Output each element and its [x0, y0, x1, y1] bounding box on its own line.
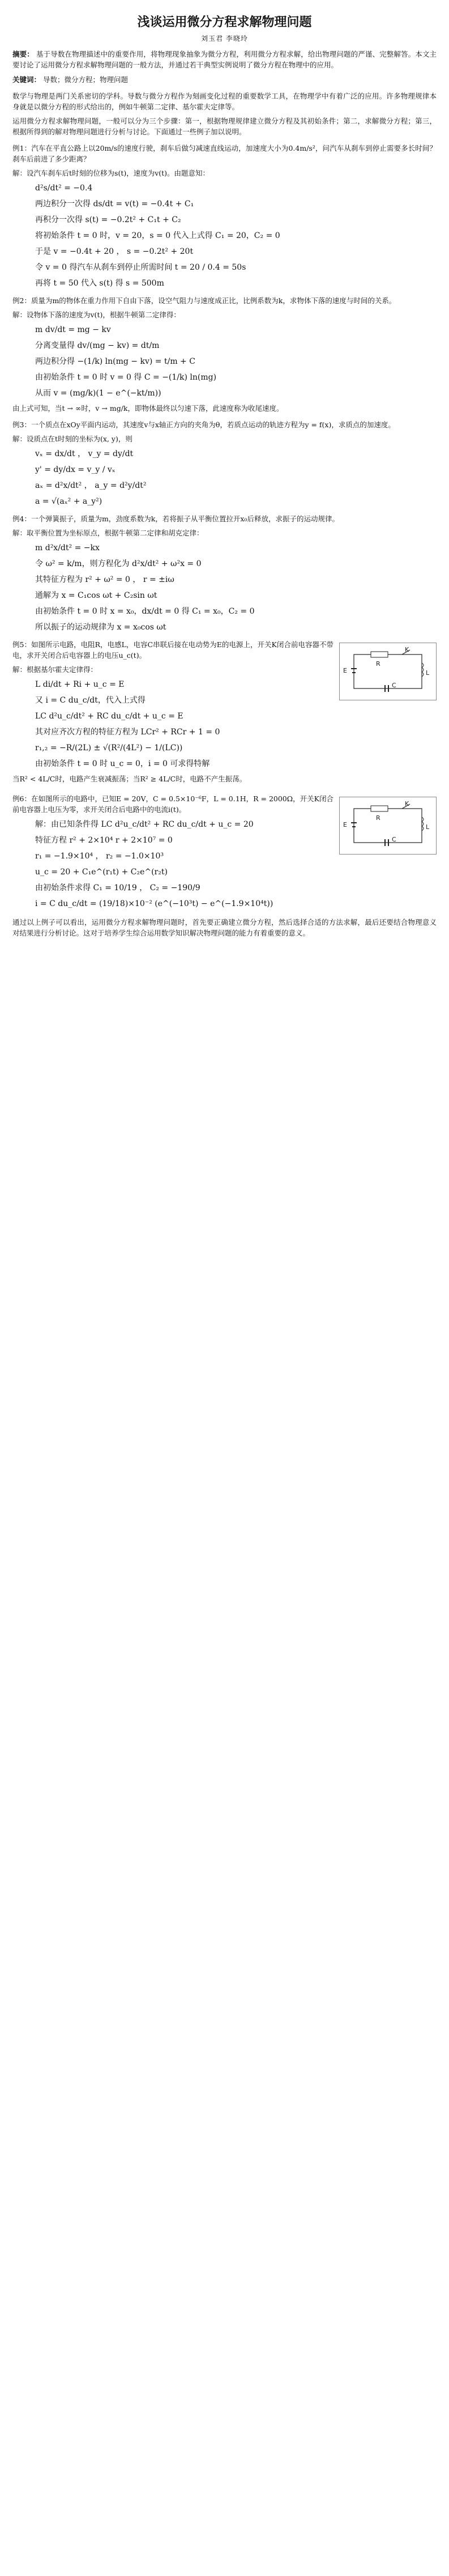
equation: 通解为 x = C₁cos ωt + C₂sin ωt: [35, 591, 157, 600]
equation: y' = dy/dx = v_y / vₓ: [35, 465, 116, 474]
equation: aₓ = d²x/dt² ， a_y = d²y/dt²: [35, 481, 147, 490]
circuit-loop-wire: [354, 809, 422, 843]
circuit-label-e: E: [343, 667, 347, 674]
resistor-symbol: [371, 652, 388, 657]
paragraph: 解：设汽车刹车后t时刻的位移为s(t)，速度为v(t)。由题意知：: [12, 169, 210, 177]
circuit-label-c: C: [392, 682, 396, 689]
paragraph: 例6：在如图所示的电路中，已知E = 20V，C = 0.5×10⁻⁶F，L = 0.1H，R = 2000Ω，开关K闭合前电容器上电压为零，求开关闭合后电路中的电流i(t)。: [12, 794, 333, 814]
equation: 由初始条件 t = 0 时 x = x₀，dx/dt = 0 得 C₁ = x₀，C₂ = 0: [35, 607, 255, 616]
conclusion: 通过以上例子可以看出，运用微分方程求解物理问题时，首先要正确建立微分方程，然后选择合适的方法求解，最后还要结合物理意义对结果进行分析讨论。这对于培养学生综合运用数学知识解决物理问题的能力有着重要的意义。: [12, 918, 437, 937]
circuit-svg: [340, 643, 436, 700]
circuit-label-l: L: [426, 823, 430, 831]
equation: m dv/dt = mg − kv: [35, 325, 111, 334]
equation: 两边积分一次得 ds/dt = v(t) = −0.4t + C₁: [35, 199, 194, 209]
equation: 特征方程 r² + 2×10⁴ r + 2×10⁷ = 0: [35, 836, 173, 845]
circuit-label-c: C: [392, 836, 396, 843]
paragraph-conclusion: 当R² < 4L/C时，电路产生衰减振荡；当R² ≥ 4L/C时，电路不产生振荡。: [12, 775, 247, 783]
section-intro: [12, 91, 437, 137]
keywords-label: 关键词：: [12, 75, 41, 84]
circuit-diagram: [339, 797, 437, 855]
circuit-label-e: E: [343, 821, 347, 828]
sections-container: [12, 91, 437, 913]
circuit-label-k: K: [405, 646, 409, 653]
keywords-text: 导数；微分方程；物理问题: [43, 75, 129, 84]
paragraph: 解：设物体下落的速度为v(t)，根据牛顿第二定律得：: [12, 311, 181, 319]
equation: 解：由已知条件得 LC d²u_c/dt² + RC du_c/dt + u_c = 20: [35, 820, 254, 829]
equation: r₁,₂ = −R/(2L) ± √(R²/(4L²) − 1/(LC)): [35, 743, 183, 753]
equation: 分离变量得 dv/(mg − kv) = dt/m: [35, 341, 160, 350]
paragraph: 例2：质量为m的物体在重力作用下自由下落，设空气阻力与速度成正比，比例系数为k，求物体下落的速度与时间的关系。: [12, 296, 396, 305]
equation: 令 ω² = k/m，则方程化为 d²x/dt² + ω²x = 0: [35, 559, 202, 568]
equation: m d²x/dt² = −kx: [35, 543, 100, 552]
section-ex6: [12, 793, 437, 913]
abstract: [12, 49, 437, 70]
equation: 于是 v = −0.4t + 20 ， s = −0.2t² + 20t: [35, 247, 194, 256]
paragraph: 例3：一个质点在xOy平面内运动，其速度v与x轴正方向的夹角为θ，若质点运动的轨迹方程为y = f(x)，求质点的加速度。: [12, 420, 395, 429]
equation: i = C du_c/dt = (19/18)×10⁻² (e^(−10³t) − e^(−1.9×10⁴t)): [35, 899, 273, 908]
equation: 所以振子的运动规律为 x = x₀cos ωt: [35, 623, 166, 632]
section-ex4: [12, 513, 437, 634]
equation: vₓ = dx/dt ， v_y = dy/dt: [35, 449, 134, 458]
equation: 再将 t = 50 代入 s(t) 得 s = 500m: [35, 279, 164, 288]
equation: 由初始条件 t = 0 时 v = 0 得 C = −(1/k) ln(mg): [35, 373, 217, 382]
circuit-label-r: R: [376, 660, 380, 668]
equation: 从而 v = (mg/k)(1 − e^(−kt/m)): [35, 389, 161, 398]
circuit-svg: [340, 797, 436, 854]
circuit-diagram: [339, 643, 437, 700]
paragraph: 数学与物理是两门关系密切的学科。导数与微分方程作为刻画变化过程的重要数学工具，在物理学中有着广泛的应用。许多物理规律本身就是以微分方程的形式给出的，例如牛顿第二定律、基尔霍夫定律等。: [12, 92, 437, 111]
equation: d²s/dt² = −0.4: [35, 184, 93, 193]
equation: LC d²u_c/dt² + RC du_c/dt + u_c = E: [35, 712, 183, 721]
paper-title: 浅谈运用微分方程求解物理问题: [137, 15, 312, 29]
equation: u_c = 20 + C₁e^(r₁t) + C₂e^(r₂t): [35, 868, 168, 877]
equation: L di/dt + Ri + u_c = E: [35, 680, 125, 689]
equation: 再积分一次得 s(t) = −0.2t² + C₁t + C₂: [35, 215, 181, 224]
resistor-symbol: [371, 806, 388, 811]
section-ex1: [12, 143, 437, 290]
paragraph: 例1：汽车在平直公路上以20m/s的速度行驶，刹车后做匀减速直线运动，加速度大小为0.4m/s²，问汽车从刹车到停止需要多长时间？刹车后前进了多少距离？: [12, 144, 437, 163]
equation: a = √(aₓ² + a_y²): [35, 497, 102, 506]
paragraph: 解：设质点在t时刻的坐标为(x, y)，则: [12, 435, 132, 443]
circuit-label-l: L: [426, 669, 430, 677]
paragraph: 例5：如图所示电路，电阻R，电感L，电容C串联后接在电动势为E的电源上，开关K闭合前电容器不带电，求开关闭合后电容器上的电压u_c(t)。: [12, 640, 333, 660]
equation: 由初始条件求得 C₁ = 10/19 ， C₂ = −190/9: [35, 883, 200, 892]
paragraph-conclusion: 由上式可知，当t → ∞时，v → mg/k，即物体最终以匀速下落，此速度称为收尾速度。: [12, 404, 284, 413]
paragraph: 解：根据基尔霍夫定律得：: [12, 665, 98, 674]
section-ex5: [12, 639, 437, 788]
equation: 其对应齐次方程的特征方程为 LCr² + RCr + 1 = 0: [35, 728, 220, 737]
paragraph: 运用微分方程求解物理问题，一般可以分为三个步骤：第一，根据物理规律建立微分方程及其初始条件；第二，求解微分方程；第三，根据所得到的解对物理问题进行分析与讨论。下面通过一些例子加以说明。: [12, 117, 437, 136]
equation: 又 i = C du_c/dt，代入上式得: [35, 696, 146, 705]
equation: 令 v = 0 得汽车从刹车到停止所需时间 t = 20 / 0.4 = 50s: [35, 263, 246, 272]
keywords: [12, 75, 437, 85]
circuit-label-k: K: [405, 800, 409, 807]
equation: 将初始条件 t = 0 时，v = 20，s = 0 代入上式得 C₁ = 20，C₂ = 0: [35, 231, 280, 240]
section-ex3: [12, 419, 437, 508]
equation: r₁ = −1.9×10⁴ ， r₂ = −1.0×10³: [35, 852, 164, 861]
paragraph: 解：取平衡位置为坐标原点，根据牛顿第二定律和胡克定律：: [12, 529, 204, 537]
abstract-label: 摘要：: [12, 50, 34, 58]
paragraph: 例4：一个弹簧振子，质量为m，劲度系数为k，若将振子从平衡位置拉开x₀后释放，求振子的运动规律。: [12, 515, 339, 523]
equation: 由初始条件 t = 0 时 u_c = 0，i = 0 可求得特解: [35, 759, 210, 768]
section-ex2: [12, 295, 437, 414]
circuit-loop-wire: [354, 654, 422, 688]
equation: 两边积分得 −(1/k) ln(mg − kv) = t/m + C: [35, 357, 195, 366]
equation: 其特征方程为 r² + ω² = 0 ， r = ±iω: [35, 575, 174, 584]
paper-authors: 刘玉君 李晓玲: [201, 35, 248, 42]
abstract-text: 基于导数在物理描述中的重要作用，将物理现象抽象为微分方程，利用微分方程求解，给出物理问题的严谨、完整解答。本文主要讨论了运用微分方程求解物理问题的一般方法，并通过若干典型实例说明了微分方程在物理中的应用。: [12, 50, 437, 69]
circuit-label-r: R: [376, 814, 380, 822]
